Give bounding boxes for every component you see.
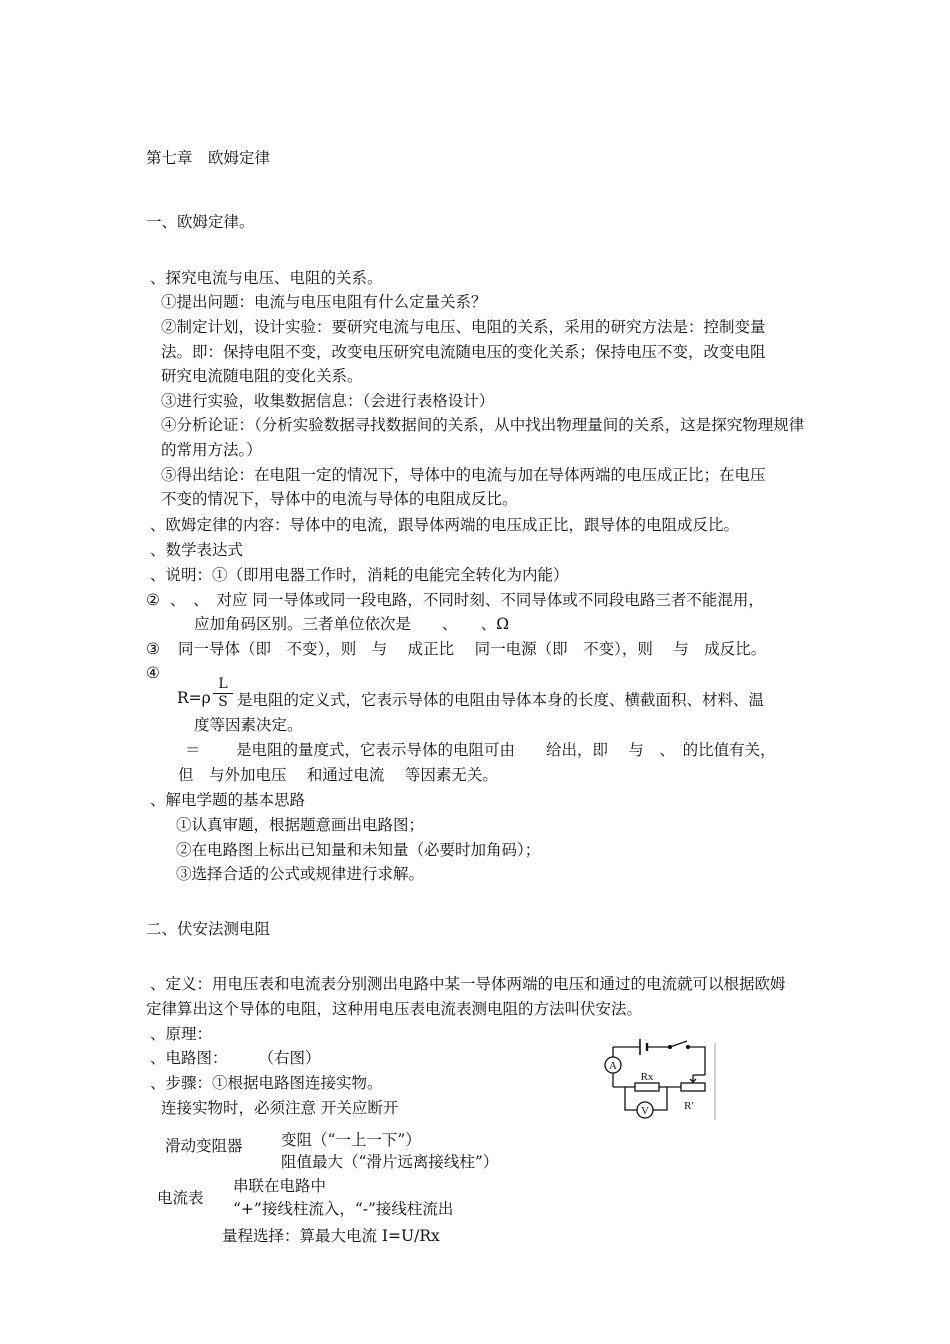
- note-3-marker: ③: [146, 640, 160, 658]
- wire-top-right: [689, 1047, 705, 1075]
- section2-heading: 二、伏安法测电阻: [146, 920, 271, 938]
- diagram-ref: 、电路图： （右图）: [150, 1049, 321, 1067]
- solve-1: ①认真审题，根据题意画出电路图；: [176, 816, 425, 834]
- solve-2: ②在电路图上标出已知量和未知量（必要时加角码）；: [176, 841, 541, 859]
- note-2-marker: ②: [146, 591, 160, 609]
- circuit-diagram: [595, 1035, 720, 1125]
- rheostat-label: R′: [684, 1100, 694, 1112]
- note-2-line1: 、 、 对应 同一导体或同一段电路，不同时刻、不同导体或不同段电路三者不能混用，: [170, 591, 764, 609]
- step-4-line2: 的常用方法。）: [161, 441, 262, 459]
- rheostat-label: 滑动变阻器: [165, 1137, 243, 1155]
- resistivity-formula-lhs: R=ρ: [177, 689, 211, 707]
- note-3: 同一导体（即 不变），则 与 成正比 同一电源（即 不变），则 与 成反比。: [178, 640, 767, 658]
- note-4-line3: 是电阻的量度式，它表示导体的电阻可由 给出，即 与 、 的比值有关，: [236, 741, 776, 759]
- ammeter-rule-2: “+”接线柱流入，“-”接线柱流出: [233, 1200, 454, 1218]
- item-explore: 、探究电流与电压、电阻的关系。: [150, 269, 383, 287]
- connect-note: 连接实物时，必须注意 开关应断开: [161, 1099, 399, 1117]
- note-4-line2: 度等因素决定。: [194, 716, 303, 734]
- note-4-line4: 但 与外加电压 和通过电流 等因素无关。: [178, 766, 498, 784]
- step-5-line1: ⑤得出结论：在电阻一定的情况下，导体中的电流与加在导体两端的电压成正比；在电压: [161, 466, 766, 484]
- rheostat-rule-2: 阻值最大（“滑片远离接线柱”）: [281, 1153, 499, 1171]
- step-4-line1: ④分析论证：（分析实验数据寻找数据间的关系，从中找出物理量间的关系，这是探究物理规律: [161, 416, 805, 434]
- step-5-line2: 不变的情况下，导体中的电流与导体的电阻成反比。: [161, 490, 518, 508]
- ammeter-rule-3: 量程选择：算最大电流 I=U/Rx: [222, 1227, 440, 1245]
- principle: 、原理：: [150, 1025, 213, 1043]
- ammeter-symbol: A: [609, 1060, 617, 1072]
- step-1: ①提出问题：电流与电压电阻有什么定量关系？: [161, 293, 487, 311]
- item-note: 、说明：①（即用电器工作时，消耗的电能完全转化为内能）: [150, 566, 569, 584]
- note-4-equals: ＝: [185, 741, 201, 759]
- ammeter-label: 电流表: [157, 1189, 204, 1207]
- item-solve: 、解电学题的基本思路: [150, 791, 306, 809]
- definition-line2: 定律算出这个导体的电阻，这种用电压表电流表测电阻的方法叫伏安法。: [146, 1000, 643, 1018]
- steps: 、步骤：①根据电路图连接实物。: [150, 1074, 383, 1092]
- note-4-line1: 是电阻的定义式，它表示导体的电阻由导体本身的长度、横截面积、材料、温: [237, 691, 765, 709]
- item-law: 、欧姆定律的内容：导体中的电流，跟导体两端的电压成正比，跟导体的电阻成反比。: [150, 516, 740, 534]
- chapter-title: 第七章 欧姆定律: [146, 149, 271, 167]
- step-2-line1: ②制定计划，设计实验：要研究电流与电压、电阻的关系，采用的研究方法是：控制变量: [161, 318, 766, 336]
- formula-numerator: L: [218, 676, 228, 692]
- solve-3: ③选择合适的公式或规律进行求解。: [176, 865, 425, 883]
- switch-blade: [670, 1041, 687, 1047]
- rheostat-rule-1: 变阻（“一上一下”）: [281, 1131, 421, 1149]
- section1-heading: 一、欧姆定律。: [146, 213, 255, 231]
- rx-resistor-icon: [635, 1083, 659, 1091]
- step-2-line2: 法。即：保持电阻不变，改变电压研究电流随电压的变化关系；保持电压不变，改变电阻: [161, 343, 766, 361]
- ammeter-rule-1: 串联在电路中: [233, 1177, 327, 1195]
- rheostat-icon: [681, 1083, 705, 1091]
- definition-line1: 、定义：用电压表和电流表分别测出电路中某一导体两端的电压和通过的电流就可以根据欧姆: [150, 975, 786, 993]
- note-4-marker: ④: [146, 664, 160, 682]
- note-2-line2: 应加角码区别。三者单位依次是 、 、Ω: [194, 615, 510, 633]
- formula-denominator: S: [218, 694, 228, 710]
- item-formula: 、数学表达式: [150, 541, 244, 559]
- step-2-line3: 研究电流随电阻的变化关系。: [161, 367, 363, 385]
- voltmeter-symbol: V: [641, 1105, 649, 1117]
- step-3: ③进行实验，收集数据信息：（会进行表格设计）: [161, 392, 495, 410]
- switch-contact-icon: [669, 1046, 672, 1049]
- rx-label: Rx: [640, 1071, 654, 1083]
